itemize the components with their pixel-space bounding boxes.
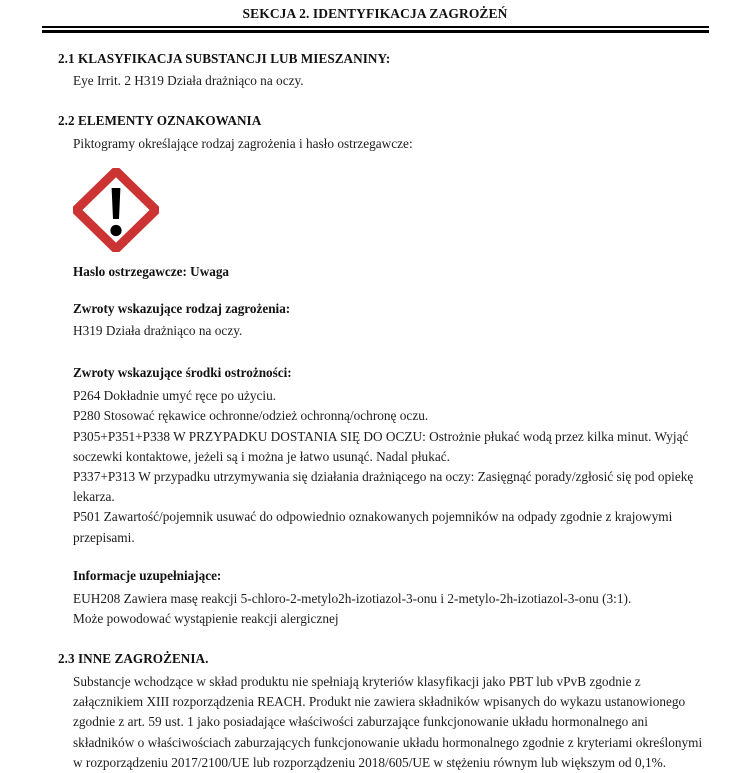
document-content	[0, 33, 750, 773]
supplementary-statement-item: EUH208 Zawiera masę reakcji 5-chloro-2-metylo2h-izotiazol-3-onu i 2-metylo-2h-izotiazol-3-onu (3:1).	[73, 591, 632, 606]
precautionary-statement-item: P501 Zawartość/pojemnik usuwać do odpowiednio oznakowanych pojemników na odpady zgodnie z krajowymi przepisami.	[73, 509, 673, 545]
section-2-3-other-hazards-text: Substancje wchodzące w skład produktu nie spełniają kryteriów klasyfikacji jako PBT lub vPvB zgodnie z załącznikiem XIII rozporządzenia REACH. Produkt nie zawiera składników wpisanych do wykazu ustanowionego zgodnie z art. 59 ust. 1 jako posiadające właściwości zaburzające funkcjonowanie układu hormonalnego ani składników o właściwościach zaburzających funkcjonowanie układu hormonalnego zgodnie z kryteriami określonymi w rozporządzeniu 2017/2100/UE lub rozporządzeniu 2018/605/UE w stężeniu równym lub większym od 0,1%.	[73, 673, 703, 770]
exclamation-bar-icon	[112, 188, 121, 219]
precautionary-statement-item: P264 Dokładnie umyć ręce po użyciu.	[73, 388, 277, 404]
precautionary-statement-item: P337+P313 W przypadku utrzymywania się działania drażniącego na oczy: Zasięgnąć porady/zgłosić się pod opiekę lekarza.	[73, 469, 694, 505]
label-elements-intro: Piktogramy określające rodzaj zagrożenia i hasło ostrzegawcze:	[73, 136, 413, 152]
supplementary-statement-item: Może powodować wystąpienie reakcji alergicznej	[73, 611, 339, 627]
precautionary-statement-item: P280 Stosować rękawice ochronne/odzież ochronną/ochronę oczu.	[73, 408, 429, 424]
section-heading-2-3: 2.3 INNE ZAGROŻENIA.	[58, 651, 209, 667]
ghs07-exclamation-pictogram	[73, 168, 159, 252]
hazard-statement-item: H319 Działa drażniąco na oczy.	[73, 323, 243, 339]
exclamation-dot-icon	[110, 225, 121, 236]
section-heading-2-2: 2.2 ELEMENTY OZNAKOWANIA	[58, 112, 262, 128]
supplementary-information-heading: Informacje uzupełniające:	[73, 567, 222, 583]
signal-word-line: Haslo ostrzegawcze: Uwaga	[73, 263, 230, 279]
precautionary-statements-heading: Zwroty wskazujące środki ostrożności:	[73, 365, 292, 381]
precautionary-statement-item: P305+P351+P338 W PRZYPADKU DOSTANIA SIĘ DO OCZU: Ostrożnie płukać wodą przez kilka minut. Wyjąć soczewki kontaktowe, jeżeli są i można je łatwo usunąć. Nadal płukać.	[73, 428, 689, 464]
hazard-statements-heading: Zwroty wskazujące rodzaj zagrożenia:	[73, 301, 291, 317]
pictogram-row	[58, 168, 709, 252]
section-heading-2-1: 2.1 KLASYFIKACJA SUBSTANCJI LUB MIESZANINY:	[58, 51, 391, 67]
page-title: SEKCJA 2. IDENTYFIKACJA ZAGROŻEŃ	[242, 6, 508, 21]
section-2-1-classification-text: Eye Irrit. 2 H319 Działa drażniąco na oczy.	[73, 72, 304, 88]
header-double-rule	[42, 26, 709, 33]
